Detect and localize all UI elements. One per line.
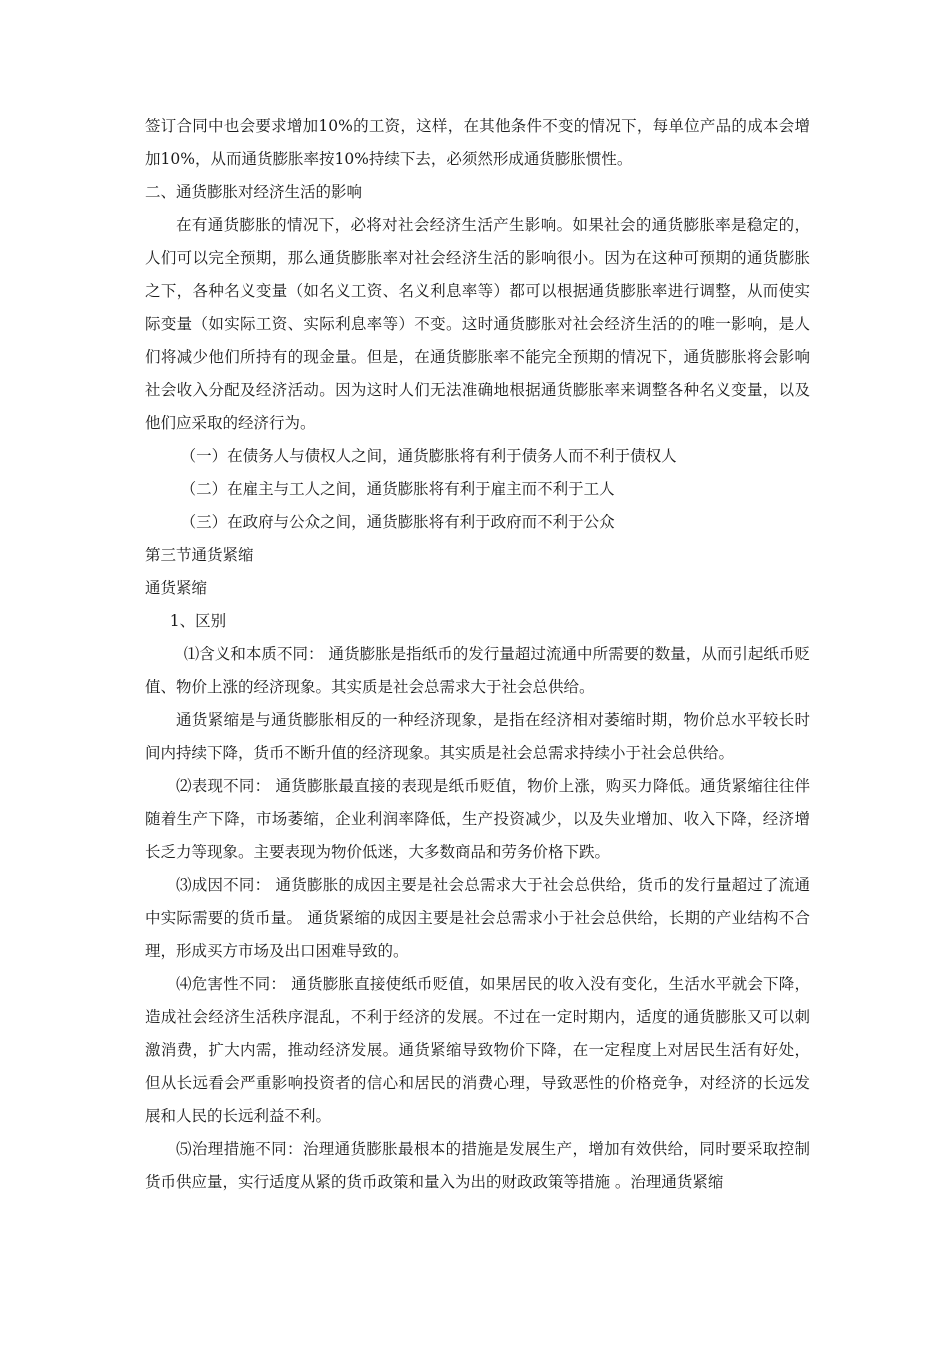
list-item-government-public: （三）在政府与公众之间，通货膨胀将有利于政府而不利于公众 — [180, 513, 615, 531]
paragraph-continuation: 签订合同中也会要求增加10%的工资，这样，在其他条件不变的情况下，每单位产品的成本会增加10%，从而通货膨胀率按10%持续下去，必须然形成通货膨胀惯性。 — [145, 117, 810, 168]
paragraph-harm-difference: ⑷危害性不同： 通货膨胀直接使纸币贬值，如果居民的收入没有变化，生活水平就会下降，造成社会经济生活秩序混乱，不利于经济的发展。不过在一定时期内，适度的通货膨胀又可以刺激消费，扩大内需，推动经济发展。通货紧缩导致物价下降，在一定程度上对居民生活有好处，但从长远看会严重影响投资者的信心和居民的消费心理，导致恶性的价格竞争，对经济的长远发展和人民的长远利益不利。 — [145, 975, 810, 1125]
subheading-differences: 1、区别 — [169, 612, 227, 630]
paragraph-manifestation-difference: ⑵表现不同： 通货膨胀最直接的表现是纸币贬值，物价上涨，购买力降低。通货紧缩往往伴随着生产下降，市场萎缩，企业利润率降低，生产投资减少，以及失业增加、收入下降，经济增长乏力等现象。主要表现为物价低迷，大多数商品和劳务价格下跌。 — [145, 777, 810, 861]
section-heading-deflation: 通货紧缩 — [145, 579, 208, 597]
paragraph-inflation-effects: 在有通货膨胀的情况下，必将对社会经济生活产生影响。如果社会的通货膨胀率是稳定的，人们可以完全预期，那么通货膨胀率对社会经济生活的影响很小。因为在这种可预期的通货膨胀之下，各种名义变量（如名义工资、名义利息率等）都可以根据通货膨胀率进行调整，从而使实际变量（如实际工资、实际利息率等）不变。这时通货膨胀对社会经济生活的的唯一影响，是人们将减少他们所持有的现金量。但是，在通货膨胀率不能完全预期的情况下，通货膨胀将会影响社会收入分配及经济活动。因为这时人们无法准确地根据通货膨胀率来调整各种名义变量，以及他们应采取的经济行为。 — [145, 216, 810, 432]
list-item-employer-worker: （二）在雇主与工人之间，通货膨胀将有利于雇主而不利于工人 — [180, 480, 615, 498]
paragraph-remedy-difference: ⑸治理措施不同：治理通货膨胀最根本的措施是发展生产，增加有效供给，同时要采取控制货币供应量，实行适度从紧的货币政策和量入为出的财政政策等措施 。治理通货紧缩 — [145, 1140, 810, 1191]
list-item-debtor-creditor: （一）在债务人与债权人之间，通货膨胀将有利于债务人而不利于债权人 — [180, 447, 677, 465]
paragraph-definition-difference: ⑴含义和本质不同： 通货膨胀是指纸币的发行量超过流通中所需要的数量，从而引起纸币贬值、物价上涨的经济现象。其实质是社会总需求大于社会总供给。 — [145, 645, 810, 696]
section-heading-deflation-chapter: 第三节通货紧缩 — [145, 546, 254, 564]
document-body — [145, 110, 810, 1199]
section-heading-inflation-effects: 二、通货膨胀对经济生活的影响 — [145, 183, 363, 201]
paragraph-cause-difference: ⑶成因不同： 通货膨胀的成因主要是社会总需求大于社会总供给，货币的发行量超过了流通中实际需要的货币量。 通货紧缩的成因主要是社会总需求小于社会总供给，长期的产业结构不合理，形成买方市场及出口困难导致的。 — [145, 876, 810, 960]
paragraph-deflation-definition: 通货紧缩是与通货膨胀相反的一种经济现象，是指在经济相对萎缩时期，物价总水平较长时间内持续下降，货币不断升值的经济现象。其实质是社会总需求持续小于社会总供给。 — [145, 711, 810, 762]
